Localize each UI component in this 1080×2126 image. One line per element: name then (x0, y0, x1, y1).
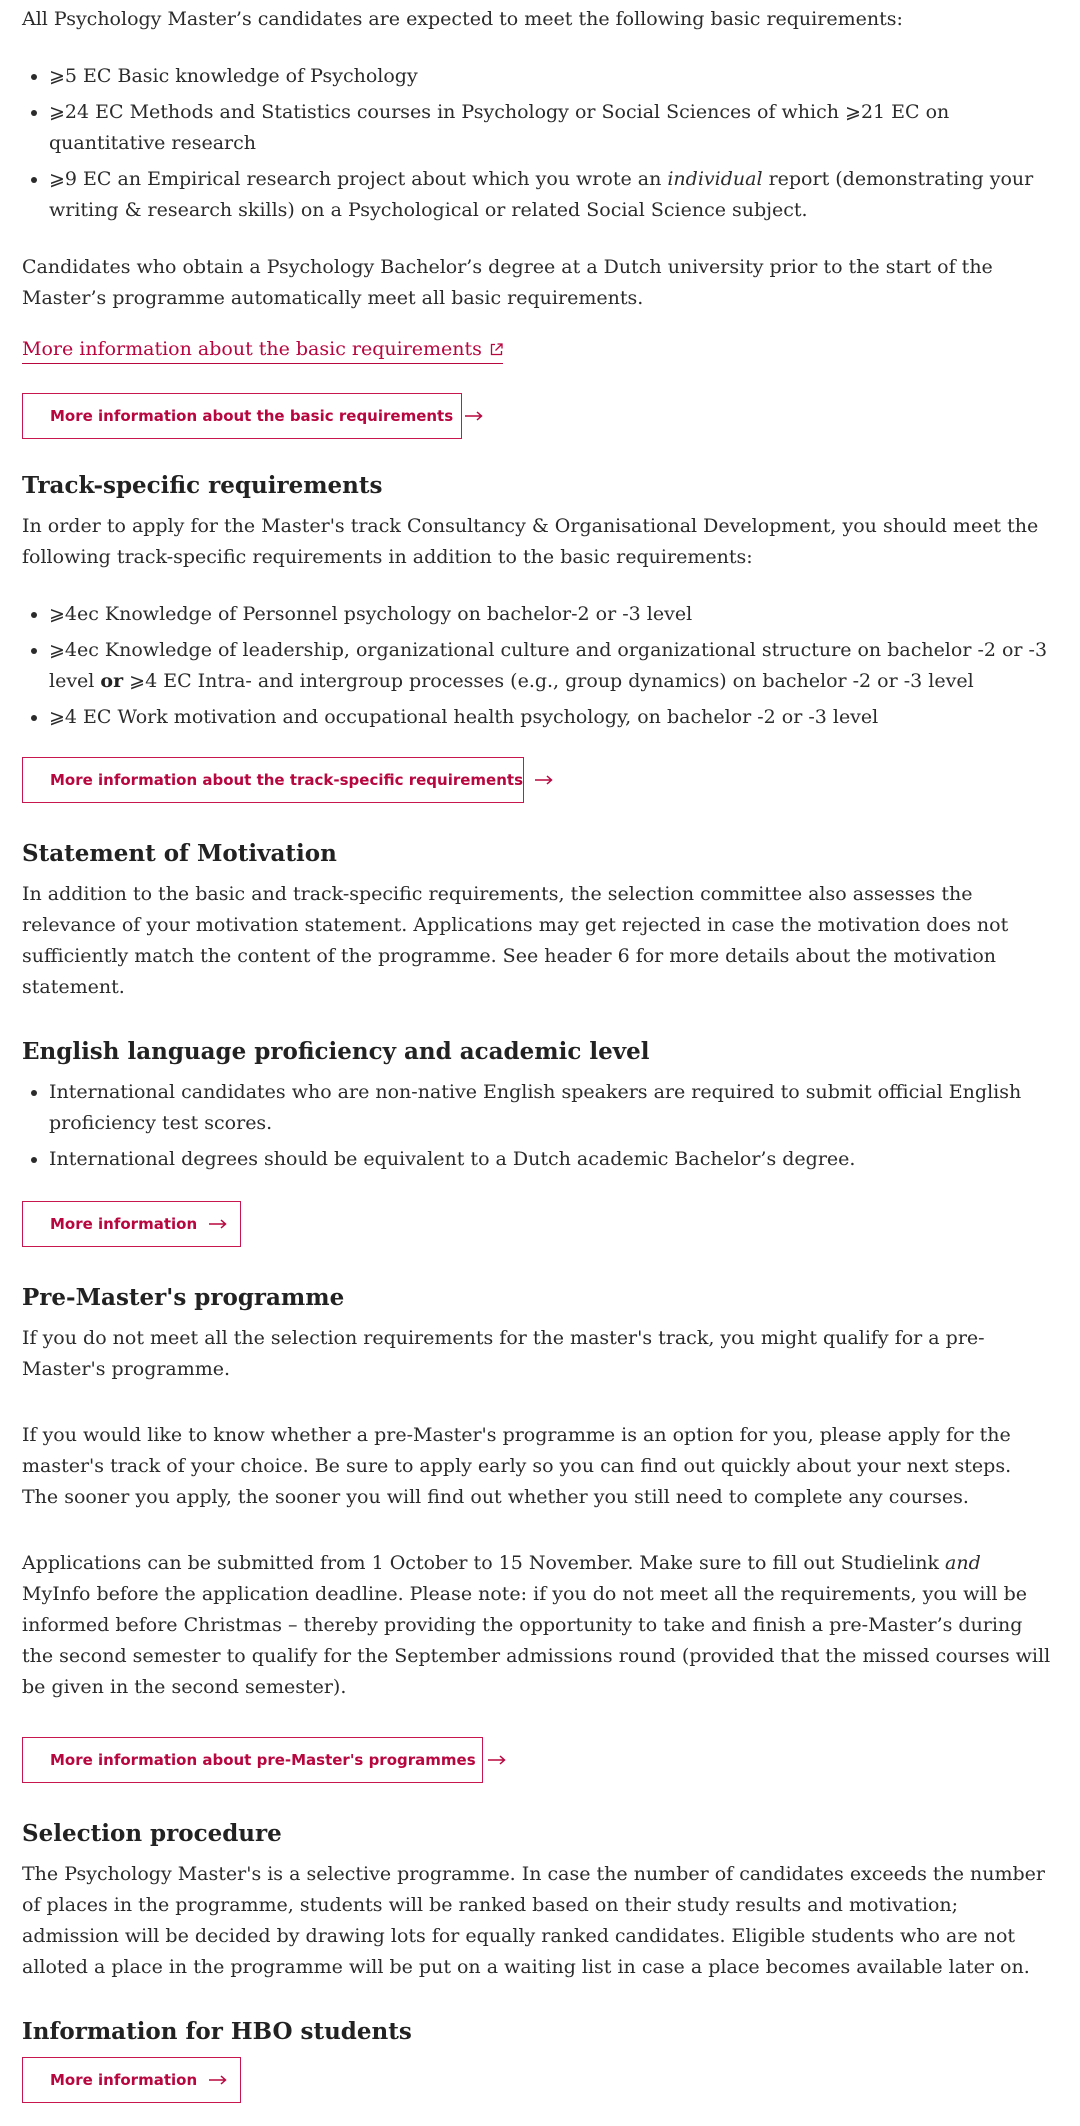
arrow-right-icon (209, 1215, 227, 1233)
button-label: More information (50, 2071, 198, 2089)
hbo-heading: Information for HBO students (22, 2018, 412, 2045)
list-item: • ⩾4 EC Work motivation and occupational health psychology, on bachelor -2 or -3 level (49, 702, 1052, 733)
track-requirements-list (22, 599, 1052, 733)
basic-requirements-list (22, 61, 1052, 226)
arrow-right-icon (465, 407, 483, 425)
button-label: More information (50, 1215, 198, 1233)
button-label: More information about the track-specific requirements (50, 771, 523, 789)
english-heading: English language proficiency and academic level (22, 1038, 650, 1065)
list-item (49, 164, 1052, 226)
paragraph-text: Applications can be submitted from 1 October to 15 November. Make sure to fill out Studielink (22, 1552, 946, 1574)
dutch-note: Candidates who obtain a Psychology Bachelor’s degree at a Dutch university prior to the start of the Master’s programme automatically meet all basic requirements. (22, 256, 993, 309)
list-item-text: report (demonstrating your writing & research skills) on a Psychological or related Social Science subject. (49, 168, 1034, 221)
list-item (49, 635, 1052, 697)
basic-requirements-button[interactable] (22, 393, 462, 439)
button-label: More information about pre-Master's programmes (50, 1751, 476, 1769)
arrow-right-icon (535, 771, 553, 789)
page-content (0, 4, 1074, 2103)
track-intro: In order to apply for the Master's track Consultancy & Organisational Development, you should meet the following track-specific requirements in addition to the basic requirements: (22, 515, 1039, 568)
selection-text: The Psychology Master's is a selective programme. In case the number of candidates exceeds the number of places in the programme, students will be ranked based on their study results and motivation; admission will be decided by drawing lots for equally ranked candidates. Eligible students who are not alloted a place in the programme will be put on a waiting list in case a place becomes available later on. (22, 1863, 1046, 1978)
intro-text: All Psychology Master’s candidates are expected to meet the following basic requirements: (22, 8, 903, 30)
premaster-button[interactable] (22, 1737, 483, 1783)
premaster-heading: Pre-Master's programme (22, 1284, 345, 1311)
list-item-text: ⩾9 EC an Empirical research project about which you wrote an (49, 168, 668, 190)
arrow-right-icon (488, 1751, 506, 1769)
english-list (22, 1077, 1052, 1175)
selection-heading: Selection procedure (22, 1820, 282, 1847)
or-text: or (100, 670, 124, 692)
premaster-text-2: If you would like to know whether a pre-Master's programme is an option for you, please apply for the master's track of your choice. Be sure to apply early so you can find out quickly about your next steps. The sooner you apply, the sooner you will find out whether you still need to complete any courses. (22, 1424, 1012, 1508)
list-item: • ⩾4ec Knowledge of Personnel psychology on bachelor-2 or -3 level (49, 599, 1052, 630)
list-item: • ⩾5 EC Basic knowledge of Psychology (49, 61, 1052, 92)
external-link-icon (490, 337, 503, 363)
emphasis: and (945, 1552, 981, 1574)
track-heading: Track-specific requirements (22, 472, 383, 499)
motivation-text: In addition to the basic and track-specific requirements, the selection committee also assesses the relevance of your motivation statement. Applications may get rejected in case the motivation does not sufficiently match the content of the programme. See header 6 for more details about the motivation statement. (22, 883, 1009, 998)
list-item: • International candidates who are non-native English speakers are required to submit official English proficiency test scores. (49, 1077, 1052, 1139)
hbo-more-info-button[interactable] (22, 2057, 241, 2103)
paragraph-text: MyInfo before the application deadline. Please note: if you do not meet all the requirements, you will be informed before Christmas – thereby providing the opportunity to take and finish a pre-Master’s during the second semester to qualify for the September admissions round (provided that the missed courses will be given in the second semester). (22, 1583, 1051, 1698)
link-text: More information about the basic requirements (22, 338, 482, 360)
basic-requirements-link[interactable] (22, 336, 503, 364)
track-requirements-button[interactable] (22, 757, 524, 803)
list-item: • ⩾24 EC Methods and Statistics courses in Psychology or Social Sciences of which ⩾21 EC on quantitative research (49, 97, 1052, 159)
motivation-heading: Statement of Motivation (22, 840, 337, 867)
emphasis: individual (667, 168, 763, 190)
arrow-right-icon (209, 2071, 227, 2089)
list-item: • International degrees should be equivalent to a Dutch academic Bachelor’s degree. (49, 1144, 1052, 1175)
button-label: More information about the basic requirements (50, 407, 454, 425)
list-item-text: ⩾4ec Knowledge of leadership, organizational culture and organizational structure on bachelor -2 or -3 level (49, 639, 1048, 692)
premaster-text-3 (22, 1548, 1052, 1703)
list-item-text: ⩾4 EC Intra- and intergroup processes (e.g., group dynamics) on bachelor -2 or -3 level (123, 670, 974, 692)
premaster-text-1: If you do not meet all the selection requirements for the master's track, you might qualify for a pre-Master's programme. (22, 1327, 985, 1380)
english-more-info-button[interactable] (22, 1201, 241, 1247)
